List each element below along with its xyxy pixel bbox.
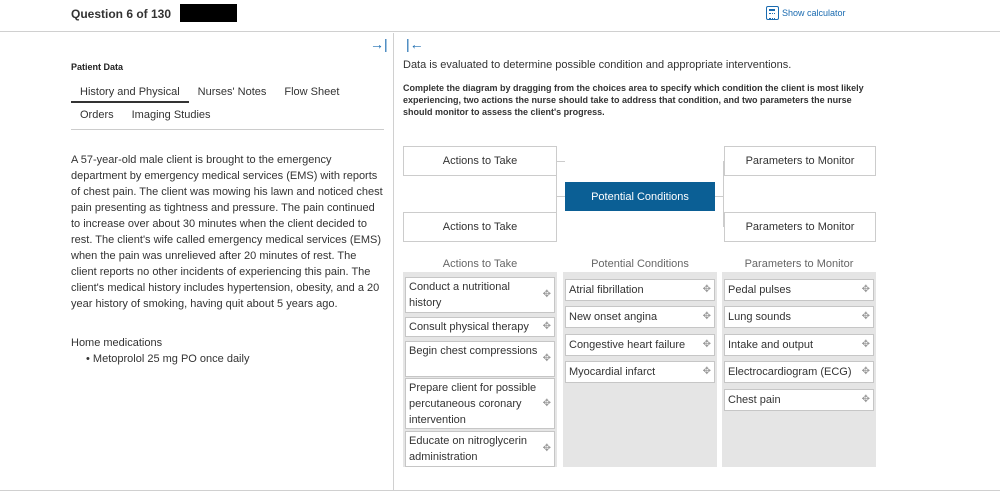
move-icon: ✥ — [861, 394, 870, 405]
tabs-separator — [71, 129, 384, 130]
choice-electrocardiogram[interactable] — [724, 361, 874, 383]
bottom-divider — [0, 490, 1000, 491]
move-icon: ✥ — [702, 366, 711, 377]
choice-label: Chest pain — [728, 394, 781, 406]
actions-drop-zone-2[interactable]: Actions to Take — [403, 212, 557, 242]
redacted-box — [180, 4, 237, 22]
choice-lung-sounds[interactable] — [724, 306, 874, 328]
choice-prepare-pci[interactable] — [405, 378, 555, 429]
home-medication-item: • Metoprolol 25 mg PO once daily — [86, 353, 250, 365]
tabs-row-1 — [71, 86, 348, 103]
conditions-column-header: Potential Conditions — [591, 258, 689, 270]
tab-nurses-notes[interactable]: Nurses' Notes — [197, 86, 267, 98]
tab-imaging-studies[interactable]: Imaging Studies — [131, 109, 211, 121]
move-icon: ✥ — [542, 289, 551, 300]
choice-begin-chest-compressions[interactable] — [405, 341, 555, 377]
choice-label: New onset angina — [569, 311, 658, 323]
choice-label: Electrocardiogram (ECG) — [728, 366, 852, 378]
choice-educate-nitroglycerin[interactable] — [405, 431, 555, 467]
choice-intake-and-output[interactable] — [724, 334, 874, 356]
actions-drop-zone-1[interactable]: Actions to Take — [403, 146, 557, 176]
pane-divider[interactable] — [393, 33, 394, 491]
choice-new-onset-angina[interactable] — [565, 306, 715, 328]
choice-label: Myocardial infarct — [569, 366, 656, 378]
parameters-drop-zone-1[interactable]: Parameters to Monitor — [724, 146, 876, 176]
condition-drop-zone[interactable]: Potential Conditions — [565, 182, 715, 211]
move-icon: ✥ — [861, 339, 870, 350]
move-icon: ✥ — [861, 311, 870, 322]
choice-label: Congestive heart failure — [569, 339, 686, 351]
move-icon: ✥ — [861, 366, 870, 377]
patient-data-title: Patient Data — [71, 62, 124, 72]
show-calculator-label: Show calculator — [782, 8, 846, 18]
choice-myocardial-infarct[interactable] — [565, 361, 715, 383]
tab-history-and-physical[interactable]: History and Physical — [71, 86, 189, 103]
tabs-row-2 — [71, 109, 220, 121]
choice-label: Consult physical therapy — [409, 321, 529, 333]
move-icon: ✥ — [702, 339, 711, 350]
connector — [556, 161, 565, 162]
collapse-right-icon[interactable]: →| — [370, 36, 388, 52]
choice-label: Prepare client for possible percutaneous coronary intervention — [409, 382, 537, 426]
top-bar — [0, 0, 1000, 32]
choice-label: Atrial fibrillation — [569, 284, 644, 296]
choice-label: Pedal pulses — [728, 284, 791, 296]
choice-consult-physical-therapy[interactable] — [405, 317, 555, 337]
show-calculator-button[interactable] — [766, 6, 846, 20]
choice-congestive-heart-failure[interactable] — [565, 334, 715, 356]
move-icon: ✥ — [861, 284, 870, 295]
choice-label: Begin chest compressions — [409, 345, 538, 357]
move-icon: ✥ — [542, 397, 551, 409]
move-icon: ✥ — [542, 443, 551, 454]
instruction-text: Data is evaluated to determine possible condition and appropriate interventions. — [403, 59, 792, 71]
move-icon: ✥ — [702, 284, 711, 295]
choice-label: Lung sounds — [728, 311, 791, 323]
choice-pedal-pulses[interactable] — [724, 279, 874, 301]
choice-atrial-fibrillation[interactable] — [565, 279, 715, 301]
parameters-column-header: Parameters to Monitor — [744, 258, 854, 270]
choice-label: Educate on nitroglycerin administration — [409, 435, 528, 463]
question-counter: Question 6 of 130 — [71, 7, 172, 21]
tab-flow-sheet[interactable]: Flow Sheet — [284, 86, 340, 98]
choice-chest-pain[interactable] — [724, 389, 874, 411]
choice-label: Intake and output — [728, 339, 814, 351]
actions-column-header: Actions to Take — [442, 258, 518, 270]
expand-left-icon[interactable]: |← — [406, 36, 424, 52]
move-icon: ✥ — [702, 311, 711, 322]
case-description: A 57-year-old male client is brought to the emergency department by emergency medical services (EMS) with reports of chest pain. The client was mowing his lawn and noticed chest pain presenting as tightness and pressure. The pain continued to increase over about 30 minutes when the client decided to rest. The client's wife called emergency medical services (EMS) when the pain was unrelieved after 20 minutes of rest. The client reports no other incidents of experiencing this pain. The client's medical history includes hypertension, obesity, and a 20 year history of smoking, having quit about 5 years ago. — [71, 154, 383, 310]
home-medications-label: Home medications — [71, 337, 163, 349]
move-icon: ✥ — [542, 321, 551, 332]
move-icon: ✥ — [542, 353, 551, 364]
choice-label: Conduct a nutritional history — [409, 281, 510, 309]
parameters-drop-zone-2[interactable]: Parameters to Monitor — [724, 212, 876, 242]
task-instruction: Complete the diagram by dragging from the choices area to specify which condition the client is most likely experiencing, two actions the nurse should take to address that condition, and two parameters the nurse should monitor to assess the client's progress. — [403, 83, 864, 117]
medication-text: Metoprolol 25 mg PO once daily — [92, 353, 250, 365]
calculator-icon — [766, 6, 779, 20]
tab-orders[interactable]: Orders — [80, 109, 114, 121]
choice-conduct-nutritional-history[interactable] — [405, 277, 555, 313]
connector — [556, 196, 565, 197]
